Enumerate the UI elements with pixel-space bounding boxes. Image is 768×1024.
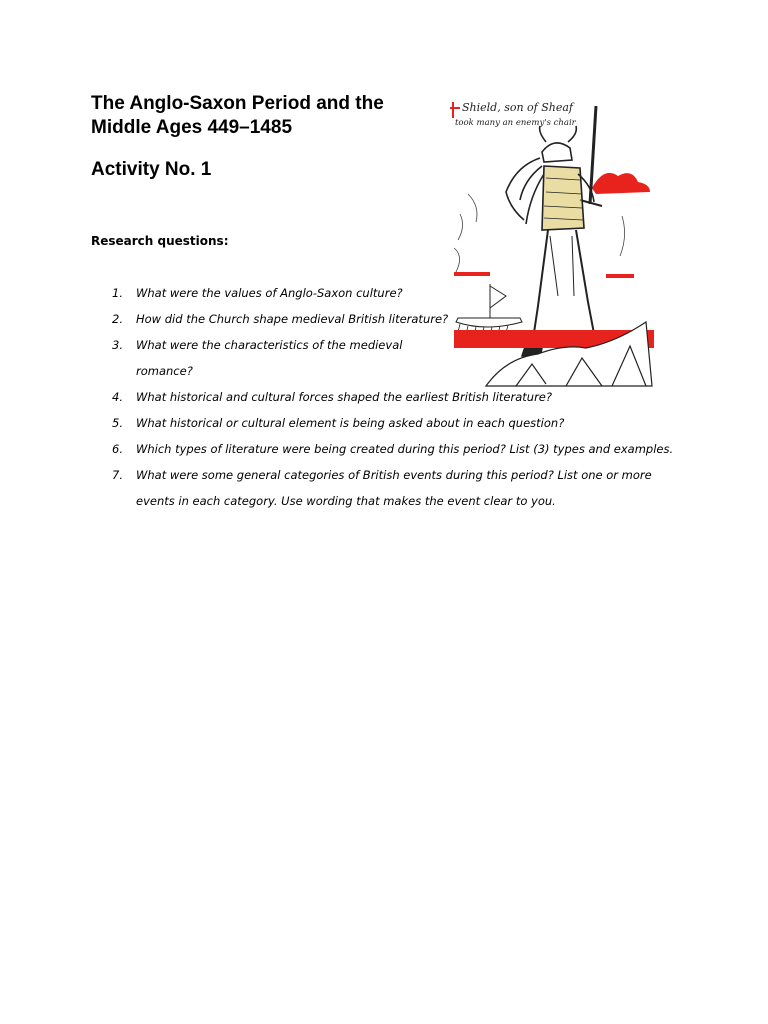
question-text: What historical and cultural forces shaped the earliest British literature?: [136, 390, 552, 404]
question-text: How did the Church shape medieval British literature?: [136, 312, 449, 326]
question-number: 4.: [112, 390, 123, 404]
activity-heading: Activity No. 1: [91, 159, 212, 180]
question-number: 3.: [112, 338, 123, 352]
question-text: What historical or cultural element is being asked about in each question?: [136, 416, 565, 430]
question-number: 2.: [112, 312, 123, 326]
warrior-figure: [506, 126, 606, 358]
question-text: What were some general categories of British events during this period? List one or more events in each category. Use wording that makes the event clear to you.: [136, 468, 652, 508]
document-title: The Anglo-Saxon Period and the Middle Ages 449–1485: [91, 93, 384, 138]
question-item: [112, 436, 692, 462]
red-strip-right: [606, 274, 634, 278]
caption-line-2: took many an enemy's chair: [455, 118, 576, 128]
question-text: What were the characteristics of the medieval romance?: [136, 338, 403, 378]
ship-icon: [456, 284, 522, 335]
question-item: [112, 410, 692, 436]
caption-line-1: Shield, son of Sheaf: [462, 101, 573, 114]
question-number: 5.: [112, 416, 123, 430]
red-cloud-shape: [592, 173, 650, 194]
question-text: Which types of literature were being created during this period? List (3) types and examples.: [136, 442, 674, 456]
question-number: 1.: [112, 286, 123, 300]
red-marker-icon: [450, 102, 460, 118]
question-number: 7.: [112, 468, 123, 482]
red-strip-left: [454, 272, 490, 276]
question-text: What were the values of Anglo-Saxon culture?: [136, 286, 403, 300]
research-questions-heading: Research questions:: [91, 234, 229, 248]
question-item: [112, 462, 692, 514]
question-number: 6.: [112, 442, 123, 456]
warrior-illustration: [446, 96, 654, 388]
